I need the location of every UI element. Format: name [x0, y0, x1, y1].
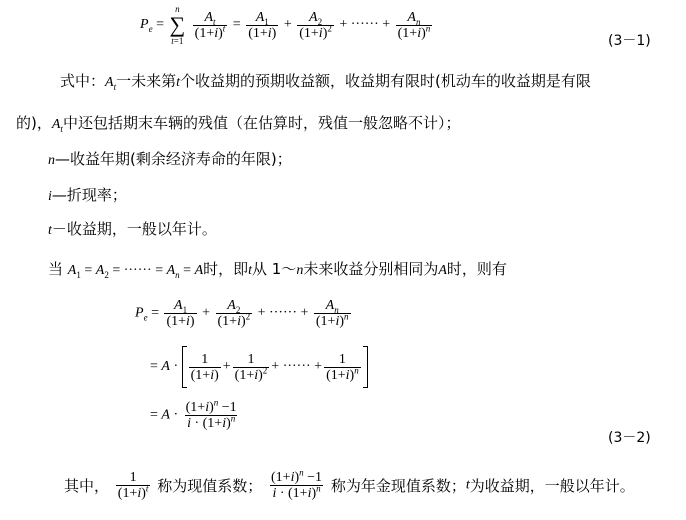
- equation-3-1: $P_e$ = n ∑ t=1 $\frac{A_t}{(1+i)^t}$ = $\frac{A_1}{(1+i)}$ + $\frac{A_2}{(1+i)^2}$ + ······ + $\frac{A_n}{(1+i)^n}$: [140, 4, 431, 46]
- paragraph-definition-At: 式中：$A_t$一未来第t个收益期的预期收益额，收益期有限时(机动车的收益期是有限: [60, 72, 591, 92]
- definition-n: n—收益年期(剩余经济寿命的年限)；: [48, 150, 292, 168]
- definition-t: t－收益期，一般以年计。: [48, 220, 217, 238]
- equation-3-2-label: (3－2): [608, 430, 651, 446]
- paragraph-definition-At-line2: 的)，$A_t$中还包括期末车辆的残值（在估算时，残值一般忽略不计）；: [16, 114, 461, 134]
- final-line: 其中， $\frac{1}{(1+i)^t}$ 称为现值系数； $\frac{(1+i)^n -1}{i \cdot (1+i)^n}$ 称为年金现值系数；t为收益期，一般以年计。: [64, 467, 635, 501]
- equation-3-1-label: (3－1): [608, 33, 651, 49]
- equation-3-2-line2: = A · $\frac{1}{(1+i)}$ + $\frac{1}{(1+i)^2}$ + ······ + $\frac{1}{(1+i)^n}$: [150, 346, 368, 388]
- equation-3-2-line1: $P_e$ = $\frac{A_1}{(1+i)}$ + $\frac{A_2}{(1+i)^2}$ + ······ + $\frac{A_n}{(1+i)^n}$: [135, 298, 349, 329]
- definition-i: i—折现率；: [48, 186, 127, 204]
- equation-3-2-line3: = A · $\frac{(1+i)^n -1}{i \cdot (1+i)^n}$: [150, 397, 237, 431]
- condition-line: 当 $A_1 = A_2$ = ······ = $A_n = A$时，即t从 1～n未来收益分别相同为A时，则有: [48, 260, 507, 280]
